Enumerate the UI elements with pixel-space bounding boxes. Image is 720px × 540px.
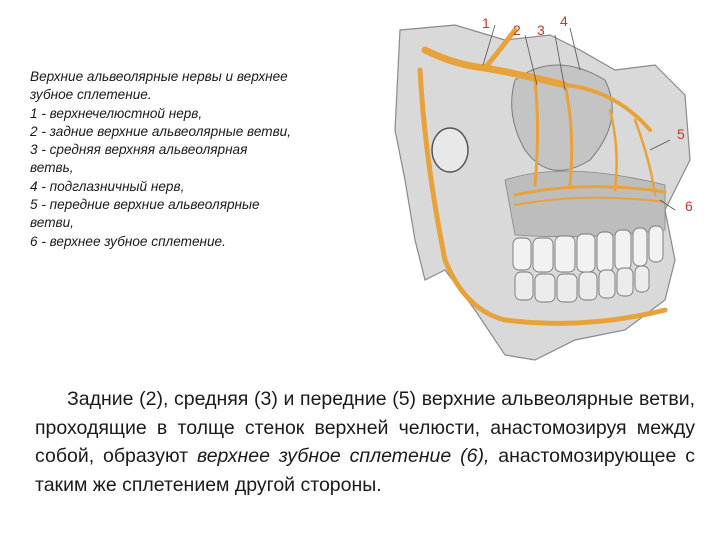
caption-item-3: 3 - средняя верхняя альвеолярная bbox=[30, 142, 248, 158]
caption-title-line-2: зубное сплетение. bbox=[30, 87, 152, 103]
foramen-circle bbox=[432, 128, 468, 172]
maxillary-region bbox=[505, 171, 665, 237]
caption-title-line-1: Верхние альвеолярные нервы и верхнее bbox=[30, 69, 288, 84]
body-text-part-1: Задние (2), средняя (3) и передние (5) верхние альвеолярные ветви, проходящие в толще стенок верхней челюсти, анастомозируя между собой, образуют bbox=[35, 388, 695, 467]
anatomical-illustration bbox=[365, 10, 705, 382]
caption-item-3-cont: ветвь, bbox=[30, 160, 74, 176]
body-paragraph bbox=[35, 385, 695, 499]
body-text-italic-term: верхнее зубное сплетение (6), bbox=[196, 445, 490, 467]
figure-label-4: 4 bbox=[560, 13, 568, 29]
figure-label-6: 6 bbox=[685, 198, 693, 214]
caption-item-4: 4 - подглазничный нерв, bbox=[30, 178, 185, 194]
body-text-part-2: анастомозирующее с таким же сплетением другой стороны. bbox=[35, 445, 695, 496]
caption-item-5-cont: ветви, bbox=[30, 215, 74, 231]
figure-label-5: 5 bbox=[677, 126, 685, 142]
skull-nerve-drawing bbox=[365, 10, 705, 382]
figure-label-2: 2 bbox=[513, 22, 521, 38]
caption-item-5: 5 - передние верхние альвеолярные bbox=[30, 197, 260, 213]
caption-item-1: 1 - верхнечелюстной нерв, bbox=[30, 105, 203, 121]
caption-item-2: 2 - задние верхние альвеолярные ветви, bbox=[30, 123, 292, 139]
caption-item-6: 6 - верхнее зубное сплетение. bbox=[30, 233, 226, 249]
figure-caption bbox=[30, 68, 365, 251]
figure-label-3: 3 bbox=[537, 22, 545, 38]
figure-label-1: 1 bbox=[482, 15, 490, 31]
